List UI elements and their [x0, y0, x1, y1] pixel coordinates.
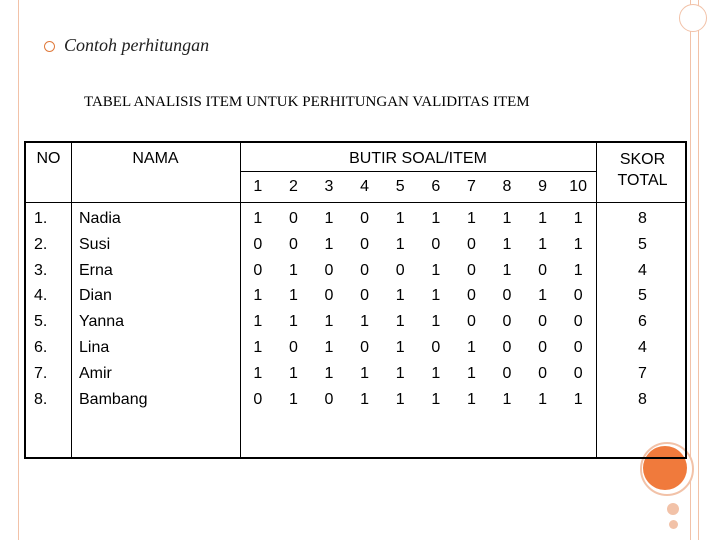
item-score-cell: 1 [288, 287, 298, 305]
item-column-9 [525, 206, 561, 412]
item-score-cell: 1 [466, 390, 476, 408]
item-column-7 [454, 206, 490, 412]
item-score-cell: 1 [360, 390, 370, 408]
table-divider [240, 171, 596, 172]
header-item-4: 4 [360, 178, 370, 195]
item-score-cell: 1 [253, 210, 263, 227]
item-analysis-table [24, 141, 687, 459]
item-score-cell: 0 [502, 287, 512, 305]
item-score-cell: 0 [573, 287, 583, 305]
frame-line-right-inner [698, 0, 699, 540]
item-score-cell: 0 [288, 338, 298, 356]
item-score-cell: 0 [360, 261, 370, 279]
row-total-score: 4 [638, 261, 647, 279]
item-score-cell: 1 [253, 338, 263, 356]
item-score-cell: 1 [324, 210, 334, 227]
row-name: Nadia [79, 210, 121, 227]
row-total-score: 7 [638, 364, 647, 382]
header-no: NO [36, 150, 61, 167]
row-total-score: 5 [638, 235, 647, 253]
item-column-4 [347, 206, 383, 412]
item-score-cell: 1 [502, 390, 512, 408]
item-score-cell: 0 [360, 235, 370, 253]
item-score-cell: 1 [288, 261, 298, 279]
small-dot-decoration [669, 520, 678, 529]
item-score-cell: 1 [288, 390, 298, 408]
item-score-cell: 0 [538, 313, 548, 331]
nama-column [79, 206, 148, 412]
item-column-1 [240, 206, 276, 412]
row-name: Amir [79, 364, 112, 382]
row-number: 4. [34, 287, 48, 305]
item-score-cell: 1 [324, 338, 334, 356]
item-score-cell: 1 [395, 210, 405, 227]
row-total-score: 8 [638, 390, 647, 408]
item-score-cell: 0 [573, 338, 583, 356]
slide-subtitle: Contoh perhitungan [64, 35, 210, 55]
item-score-cell: 1 [431, 210, 441, 227]
frame-line-left [18, 0, 19, 540]
row-number: 6. [34, 338, 48, 356]
header-item-8: 8 [502, 178, 512, 195]
item-score-cell: 1 [431, 261, 441, 279]
item-score-cell: 1 [538, 235, 548, 253]
item-score-cell: 0 [538, 338, 548, 356]
item-column-3 [311, 206, 347, 412]
item-score-cell: 1 [395, 313, 405, 331]
row-number: 3. [34, 261, 48, 279]
small-dot-decoration [667, 503, 679, 515]
item-score-cell: 0 [324, 261, 334, 279]
header-item-10: 10 [569, 178, 588, 195]
item-column-10 [560, 206, 596, 412]
item-score-cell: 0 [538, 364, 548, 382]
item-score-cell: 0 [324, 287, 334, 305]
row-total-score: 5 [638, 287, 647, 305]
item-score-cell: 1 [395, 235, 405, 253]
header-total: TOTAL [617, 172, 668, 189]
item-score-cell: 0 [573, 313, 583, 331]
item-score-cell: 0 [502, 338, 512, 356]
header-item-1: 1 [253, 178, 263, 195]
item-score-cell: 0 [573, 364, 583, 382]
bullet-icon [44, 41, 55, 52]
item-score-cell: 1 [431, 313, 441, 331]
item-score-cell: 0 [466, 313, 476, 331]
row-name: Dian [79, 287, 112, 305]
row-name: Erna [79, 261, 113, 279]
row-total-score: 6 [638, 313, 647, 331]
item-score-cell: 1 [431, 364, 441, 382]
row-number: 8. [34, 390, 48, 408]
item-score-cell: 0 [395, 261, 405, 279]
item-score-cell: 1 [253, 364, 263, 382]
item-score-cell: 1 [502, 261, 512, 279]
item-score-cell: 1 [360, 313, 370, 331]
item-score-cell: 0 [288, 235, 298, 253]
item-score-cell: 1 [253, 313, 263, 331]
table-title: TABEL ANALISIS ITEM UNTUK PERHITUNGAN VALIDITAS ITEM [84, 94, 530, 110]
item-score-cell: 1 [573, 390, 583, 408]
header-item-2: 2 [288, 178, 298, 195]
item-column-2 [276, 206, 312, 412]
item-score-cell: 0 [502, 313, 512, 331]
header-item-5: 5 [395, 178, 405, 195]
no-column [34, 206, 47, 412]
item-score-cell: 0 [502, 364, 512, 382]
item-score-cell: 1 [538, 210, 548, 227]
item-score-cell: 1 [502, 210, 512, 227]
header-butir-soal: BUTIR SOAL/ITEM [349, 150, 487, 167]
item-score-cell: 0 [466, 235, 476, 253]
item-score-cell: 1 [538, 390, 548, 408]
item-score-cell: 1 [324, 364, 334, 382]
item-score-cell: 0 [253, 235, 263, 253]
item-column-6 [418, 206, 454, 412]
row-total-score: 8 [638, 210, 647, 227]
header-item-3: 3 [324, 178, 334, 195]
item-score-cell: 1 [324, 313, 334, 331]
header-item-7: 7 [466, 178, 476, 195]
item-score-cell: 0 [360, 287, 370, 305]
item-score-cell: 1 [360, 364, 370, 382]
item-score-cell: 0 [324, 390, 334, 408]
item-score-cell: 1 [431, 287, 441, 305]
item-score-cell: 1 [538, 287, 548, 305]
item-score-cell: 1 [395, 390, 405, 408]
item-score-cell: 0 [360, 338, 370, 356]
item-score-cell: 1 [502, 235, 512, 253]
item-score-cell: 1 [395, 364, 405, 382]
item-score-cell: 1 [573, 235, 583, 253]
item-score-cell: 1 [395, 287, 405, 305]
row-name: Lina [79, 338, 110, 356]
row-number: 5. [34, 313, 48, 331]
item-score-cell: 1 [573, 210, 583, 227]
item-score-cell: 0 [360, 210, 370, 227]
item-column-8 [489, 206, 525, 412]
row-number: 7. [34, 364, 48, 382]
row-name: Yanna [79, 313, 125, 331]
header-item-6: 6 [431, 178, 441, 195]
item-column-5 [382, 206, 418, 412]
item-score-cell: 0 [253, 261, 263, 279]
item-score-cell: 0 [288, 210, 298, 227]
row-total-score: 4 [638, 338, 647, 356]
top-ring-decoration [679, 4, 707, 32]
item-score-cell: 1 [466, 210, 476, 227]
table-divider [71, 143, 72, 457]
item-score-cell: 1 [288, 313, 298, 331]
item-score-cell: 0 [431, 338, 441, 356]
total-column [596, 206, 689, 412]
item-score-cell: 0 [253, 390, 263, 408]
item-score-cell: 0 [538, 261, 548, 279]
row-name: Bambang [79, 390, 148, 408]
item-score-cell: 1 [324, 235, 334, 253]
row-name: Susi [79, 235, 111, 253]
row-number: 1. [34, 210, 48, 227]
item-score-cell: 1 [431, 390, 441, 408]
item-score-cell: 0 [431, 235, 441, 253]
header-skor: SKOR [619, 151, 666, 168]
item-score-cell: 0 [466, 287, 476, 305]
item-score-cell: 1 [466, 338, 476, 356]
item-score-cell: 0 [466, 261, 476, 279]
header-item-9: 9 [538, 178, 548, 195]
header-nama: NAMA [132, 150, 179, 167]
table-divider [26, 202, 685, 203]
item-score-cell: 1 [466, 364, 476, 382]
item-score-cell: 1 [395, 338, 405, 356]
item-score-cell: 1 [253, 287, 263, 305]
row-number: 2. [34, 235, 48, 253]
item-score-cell: 1 [288, 364, 298, 382]
item-score-cell: 1 [573, 261, 583, 279]
